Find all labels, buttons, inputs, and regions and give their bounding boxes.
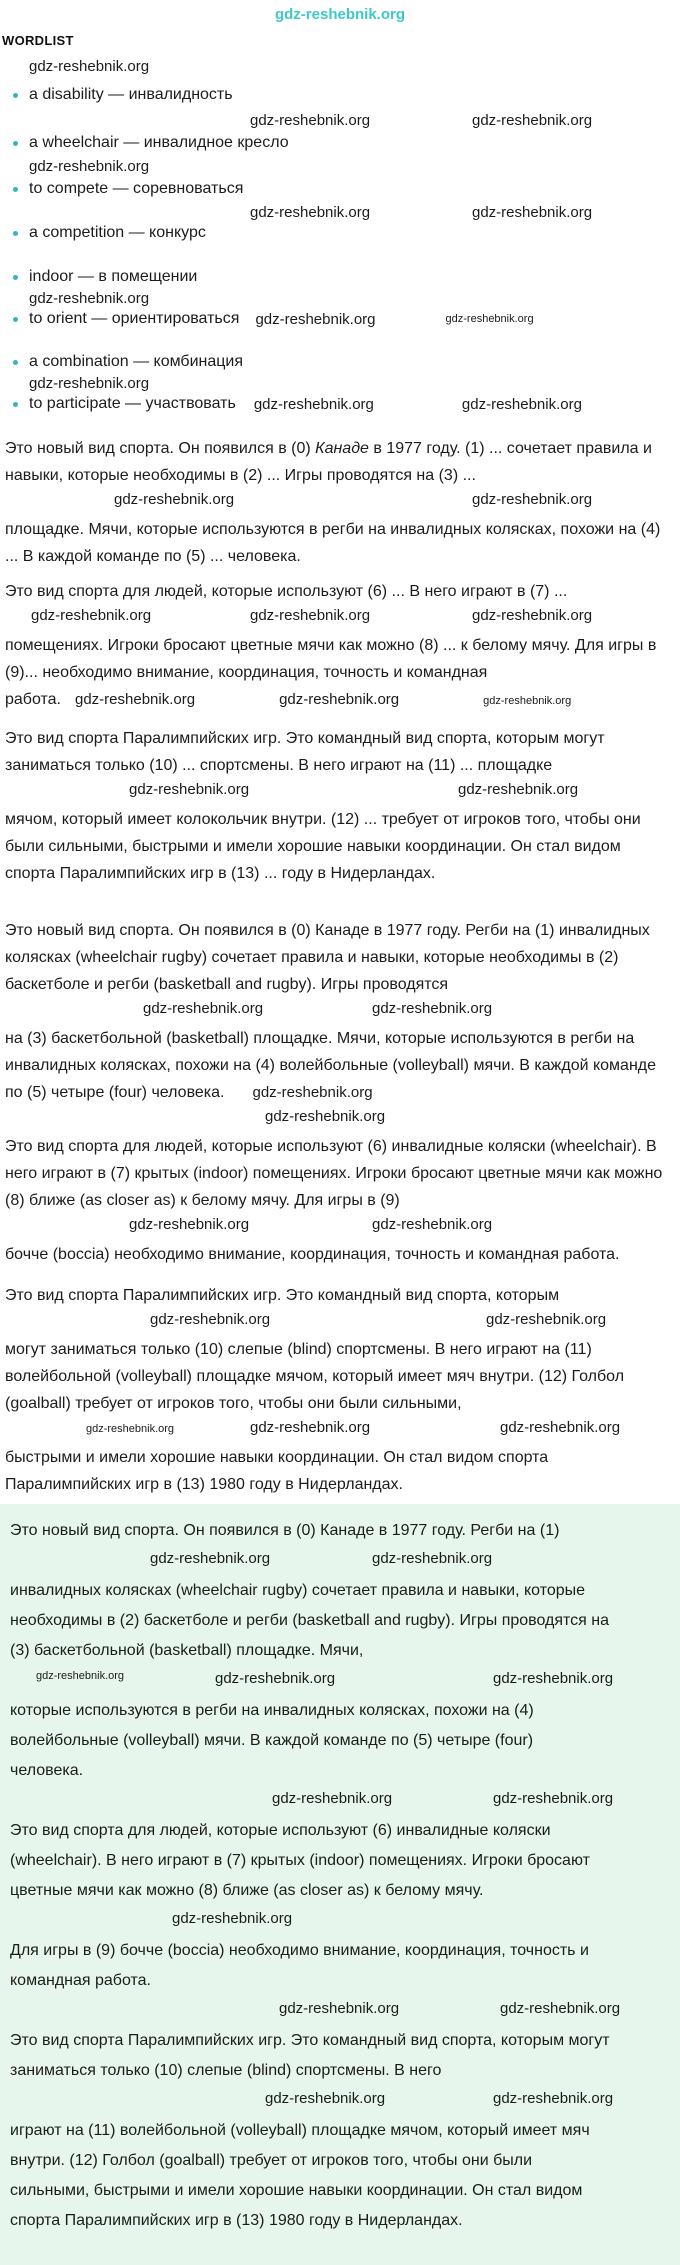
watermark: gdz-reshebnik.org (215, 1670, 336, 1687)
watermark: gdz-reshebnik.org (483, 695, 572, 707)
translation-section (0, 1504, 680, 2265)
watermark-row (10, 1666, 614, 1696)
watermark: gdz-reshebnik.org (265, 1108, 386, 1125)
bullet-icon (13, 141, 18, 146)
wordlist-item (0, 393, 680, 415)
answers-section (0, 917, 680, 1498)
watermark: gdz-reshebnik.org (279, 2000, 400, 2017)
answers-paragraph: Это вид спорта Паралимпийских игр. Это командный вид спорта, которым (5, 1287, 560, 1304)
bullet-icon (13, 187, 18, 192)
watermark-row (0, 779, 680, 806)
translation-paragraph: Это вид спорта для людей, которые используют (6) инвалидные коляски (wheelchair). В него играют в (7) крытых (indoor) помещениях. Игроки бросают цветные мячи как можно (8) ближе (as closer as) к белому мячу. (10, 1822, 590, 1899)
watermark-row (0, 1417, 680, 1444)
wordlist-item-text: a competition — конкурс (29, 224, 206, 241)
wordlist-item (0, 308, 680, 330)
watermark: gdz-reshebnik.org (250, 1419, 371, 1436)
bullet-icon (13, 275, 18, 280)
watermark: gdz-reshebnik.org (252, 1084, 373, 1101)
watermark: gdz-reshebnik.org (31, 607, 152, 624)
watermark: gdz-reshebnik.org (493, 2090, 614, 2107)
watermark-row (0, 1309, 680, 1336)
wordlist-item (0, 178, 680, 200)
answers-paragraph (0, 1025, 680, 1106)
watermark: gdz-reshebnik.org (250, 204, 371, 221)
answers-paragraph: могут заниматься только (10) слепые (blind) спортсмены. В него играют на (11) волейбольной (volleyball) площадке мячом, который имеет мяч внутри. (12) Голбол (goalball) требует от игроков того, чтобы они были сильными, (5, 1341, 625, 1412)
watermark: gdz-reshebnik.org (486, 1311, 607, 1328)
watermark: gdz-reshebnik.org (472, 607, 593, 624)
task-text: помещениях. Игроки бросают цветные мячи как можно (8) ... к белому мячу. Для игры в (9)... необходимо внимание, координация, точность и командная работа. (5, 637, 657, 708)
watermark: gdz-reshebnik.org (36, 1670, 125, 1682)
task-paragraph: площадке. Мячи, которые используются в регби на инвалидных колясках, похожи на (4) ... В каждой команде по (5) ... человека. (5, 521, 661, 565)
wordlist-item (0, 84, 680, 106)
watermark: gdz-reshebnik.org (250, 112, 371, 129)
bullet-icon (13, 317, 18, 322)
watermark-row (0, 202, 680, 222)
wordlist-item-text: a disability — инвалидность (29, 86, 233, 103)
wordlist-item (0, 351, 680, 373)
watermark-row (10, 1546, 610, 1576)
watermark: gdz-reshebnik.org (372, 1000, 493, 1017)
task-paragraph: Это вид спорта Паралимпийских игр. Это командный вид спорта, которым могут заниматься только (10) ... спортсмены. В него играют на (11) ... площадке (5, 730, 605, 774)
watermark: gdz-reshebnik.org (372, 1550, 493, 1567)
task-paragraph: Это вид спорта для людей, которые используют (6) ... В него играют в (7) ... (5, 583, 568, 600)
task-paragraph (0, 632, 680, 715)
answers-paragraph: Это вид спорта для людей, которые используют (6) инвалидные коляски (wheelchair). В него играют в (7) крытых (indoor) помещениях. Игроки бросают цветные мячи как можно (8) ближе (as closer as) к белому мячу. Для игры в (9) (5, 1138, 663, 1209)
watermark: gdz-reshebnik.org (150, 1550, 271, 1567)
watermark: gdz-reshebnik.org (75, 691, 196, 708)
watermark-row (0, 489, 680, 516)
watermark-row (10, 1996, 621, 2026)
watermark-row (0, 288, 680, 308)
translation-paragraph: Для игры в (9) бочче (boccia) необходимо внимание, координация, точность и командная работа. (10, 1942, 589, 1989)
wordlist-item (0, 266, 680, 288)
watermark: gdz-reshebnik.org (445, 313, 534, 325)
watermark-row (10, 2086, 614, 2116)
watermark: gdz-reshebnik.org (29, 58, 150, 75)
bullet-icon (13, 360, 18, 365)
wordlist-item (0, 132, 680, 154)
wordlist-item (0, 222, 680, 244)
watermark: gdz-reshebnik.org (472, 204, 593, 221)
wordlist-item-text: a wheelchair — инвалидное кресло (29, 134, 289, 151)
wordlist-item-text: to participate — участвовать (29, 395, 236, 412)
bullet-icon (13, 93, 18, 98)
wordlist-item-text: a combination — комбинация (29, 353, 244, 370)
watermark: gdz-reshebnik.org (500, 1419, 621, 1436)
watermark-row (0, 605, 680, 632)
watermark: gdz-reshebnik.org (493, 1670, 614, 1687)
watermark: gdz-reshebnik.org (472, 491, 593, 508)
answer-0-canada: Канаде (315, 440, 369, 457)
task-paragraph (0, 435, 680, 489)
watermark-row (0, 110, 680, 130)
watermark-row (0, 1214, 680, 1241)
watermark-row (10, 1906, 610, 1936)
watermark: gdz-reshebnik.org (493, 1790, 614, 1807)
wordlist-title: WORDLIST (2, 33, 74, 48)
bullet-icon (13, 402, 18, 407)
watermark-row (0, 998, 680, 1025)
watermark: gdz-reshebnik.org (114, 491, 235, 508)
answers-paragraph: бочче (boccia) необходимо внимание, координация, точность и командная работа. (5, 1246, 620, 1263)
watermark-row (0, 56, 680, 76)
watermark: gdz-reshebnik.org (458, 781, 579, 798)
translation-paragraph: играют на (11) волейбольной (volleyball) площадке мячом, который имеет мяч внутри. (12) Голбол (goalball) требует от игроков того, чтобы они были сильными, быстрыми и имели хорошие навыки координации. Он стал видом спорта Паралимпийских игр в (13) 1980 году в Нидерландах. (10, 2122, 590, 2229)
watermark: gdz-reshebnik.org (472, 112, 593, 129)
watermark-row (0, 1106, 680, 1133)
task-paragraph: мячом, который имеет колокольчик внутри. (12) ... требует от игроков того, чтобы они были сильными, быстрыми и имели хорошие навыки координации. Он стал видом спорта Паралимпийских игр в (13) ... году в Нидерландах. (5, 811, 641, 882)
task-text: Это новый вид спорта. Он появился в (0) (5, 440, 316, 457)
translation-paragraph: Это новый вид спорта. Он появился в (0) Канаде в 1977 году. Регби на (1) (10, 1522, 560, 1539)
wordlist-item-text: to compete — соревноваться (29, 180, 244, 197)
translation-paragraph: которые используются в регби на инвалидных колясках, похожи на (4) волейбольные (volleyball) мячи. В каждой команде по (5) четыре (four) человека. (10, 1702, 534, 1779)
watermark-row (0, 373, 680, 393)
watermark: gdz-reshebnik.org (272, 1790, 393, 1807)
translation-paragraph: Это вид спорта Паралимпийских игр. Это командный вид спорта, которым могут заниматься только (10) слепые (blind) спортсмены. В него (10, 2032, 610, 2079)
bullet-icon (13, 231, 18, 236)
watermark: gdz-reshebnik.org (500, 2000, 621, 2017)
watermark: gdz-reshebnik.org (255, 310, 376, 328)
wordlist-item-text: indoor — в помещении (29, 268, 198, 285)
watermark-row (10, 1786, 614, 1816)
watermark: gdz-reshebnik.org (372, 1216, 493, 1233)
watermark: gdz-reshebnik.org (29, 375, 150, 392)
watermark: gdz-reshebnik.org (461, 395, 582, 413)
watermark: gdz-reshebnik.org (250, 607, 371, 624)
watermark-row (0, 156, 680, 176)
watermark: gdz-reshebnik.org (86, 1423, 175, 1435)
watermark: gdz-reshebnik.org (279, 691, 400, 708)
watermark: gdz-reshebnik.org (143, 1000, 264, 1017)
watermark: gdz-reshebnik.org (265, 2090, 386, 2107)
translation-paragraph: инвалидных колясках (wheelchair rugby) сочетает правила и навыки, которые необходимы в (2) баскетболе и регби (basketball and rugby). Игры проводятся на (3) баскетбольной (basketball) площадке. Мячи, (10, 1582, 610, 1659)
wordlist-item-text: to orient — ориентироваться (29, 310, 240, 327)
watermark: gdz-reshebnik.org (150, 1311, 271, 1328)
answers-paragraph: быстрыми и имели хорошие навыки координации. Он стал видом спорта Паралимпийских игр в (13) 1980 году в Нидерландах. (5, 1449, 549, 1493)
watermark: gdz-reshebnik.org (29, 290, 150, 307)
answers-text: на (3) баскетбольной (basketball) площадке. Мячи, которые используются в регби на инвалидных колясках, похожи на (4) волейбольные (volleyball) мячи. В каждой команде по (5) четыре (four) человека. (5, 1030, 657, 1101)
watermark: gdz-reshebnik.org (129, 781, 250, 798)
site-watermark-top: gdz-reshebnik.org (274, 6, 405, 23)
task-section (0, 415, 680, 887)
watermark: gdz-reshebnik.org (253, 395, 374, 413)
task-text: в 1977 году. (1) ... сочетает правила и навыки, которые необходимы в (2) ... Игры проводятся на (3) ... (5, 440, 652, 484)
watermark: gdz-reshebnik.org (29, 158, 150, 175)
watermark: gdz-reshebnik.org (129, 1216, 250, 1233)
answers-paragraph: Это новый вид спорта. Он появился в (0) Канаде в 1977 году. Регби на (1) инвалидных колясках (wheelchair rugby) сочетает правила и навыки, которые необходимы в (2) баскетболе и регби (basketball and rugby). Игры проводятся (5, 922, 650, 993)
watermark: gdz-reshebnik.org (172, 1910, 293, 1927)
